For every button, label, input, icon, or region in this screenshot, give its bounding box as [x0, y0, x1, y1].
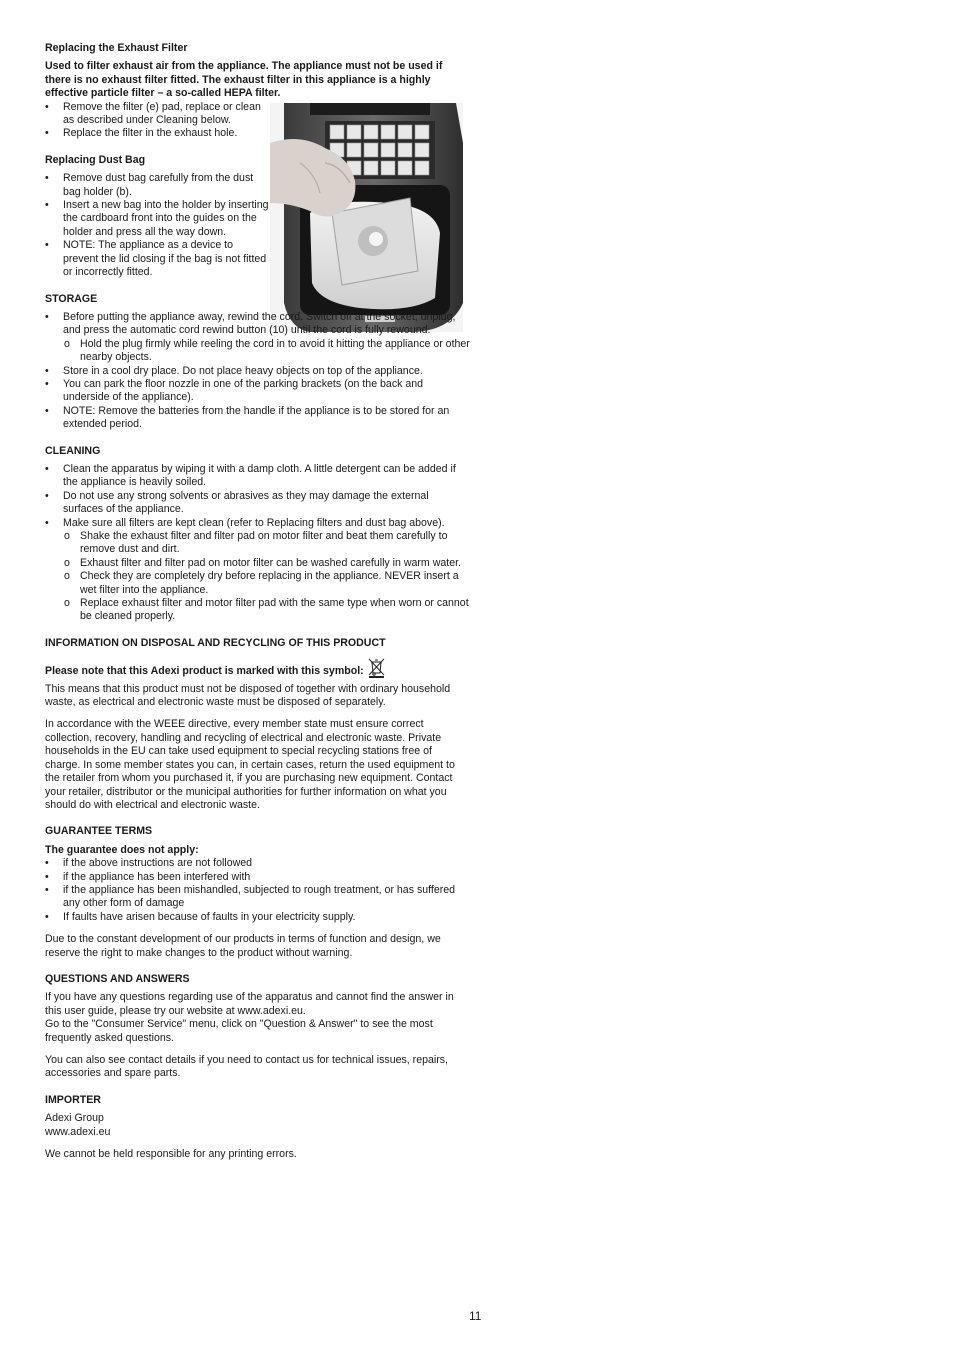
guarantee-intro: The guarantee does not apply:	[45, 843, 199, 856]
sub-list-item: o Exhaust filter and filter pad on motor filter can be washed carefully in warm water.	[45, 557, 470, 570]
sub-list-item: o Check they are completely dry before replacing in the appliance. NEVER insert a wet filter into the appliance.	[45, 570, 470, 597]
cleaning-heading: CLEANING	[45, 444, 101, 457]
list-item: • Before putting the appliance away, rewind the cord. Switch off at the socket, unplug, and press the automatic cord rewind button (10) until the cord is fully rewound. o Hold the plug firmly while reeling the cord in to avoid it hitting the appliance or other nearby objects.	[45, 311, 470, 365]
sub-list-item: o Replace exhaust filter and motor filter pad with the same type when worn or cannot be cleaned properly.	[45, 597, 470, 624]
printing-disclaimer: We cannot be held responsible for any printing errors.	[45, 1148, 297, 1161]
qa-paragraph-2: Go to the "Consumer Service" menu, click on "Question & Answer" to see the most frequently asked questions.	[45, 1018, 433, 1044]
disposal-note: Please note that this Adexi product is marked with this symbol:	[45, 658, 470, 682]
guarantee-list	[45, 857, 470, 924]
guarantee-paragraph: Due to the constant development of our products in terms of function and design, we reserve the right to make changes to the product without warning.	[45, 933, 441, 959]
importer-heading: IMPORTER	[45, 1093, 101, 1106]
list-item: • Clean the apparatus by wiping it with a damp cloth. A little detergent can be added if the appliance is heavily soiled.	[45, 463, 470, 490]
list-item: • Store in a cool dry place. Do not place heavy objects on top of the appliance.	[45, 365, 470, 378]
cleaning-list	[45, 463, 470, 624]
disposal-paragraph-2: In accordance with the WEEE directive, every member state must ensure correct collection, recovery, handling and recycling of electrical and electronic waste. Private households in the EU can take used equipment to special recycling stations free of charge. In some member states you can, in certain cases, return the used equipment to the retailer from whom you purchased it, if you are purchasing new equipment. Contact your retailer, distributor or the municipal authorities for further information on what you should do with electrical and electronic waste.	[45, 718, 455, 811]
list-item: • If faults have arisen because of faults in your electricity supply.	[45, 911, 470, 924]
list-item: • Make sure all filters are kept clean (refer to Replacing filters and dust bag above). o Shake the exhaust filter and filter pad on motor filter and beat them carefully to remove dust and dirt. o Exhaust filter and filter pad on motor filter can be washed carefully in warm water. o Check they are completely dry before replacing in the appliance. NEVER insert a wet filter into the appliance. o Replace exhaust filter and motor filter pad with the same type when worn or cannot be cleaned properly.	[45, 517, 470, 624]
list-item: • You can park the floor nozzle in one of the parking brackets (on the back and underside of the appliance).	[45, 378, 470, 405]
disposal-heading: INFORMATION ON DISPOSAL AND RECYCLING OF THIS PRODUCT	[45, 636, 386, 649]
list-item: • Remove the filter (e) pad, replace or clean as described under Cleaning below.	[45, 101, 270, 128]
list-item: • if the appliance has been mishandled, subjected to rough treatment, or has suffered any other form of damage	[45, 884, 470, 911]
disposal-paragraph-1: This means that this product must not be disposed of together with ordinary household waste, as electrical and electronic waste must be disposed of separately.	[45, 682, 451, 709]
qa-heading: QUESTIONS AND ANSWERS	[45, 972, 190, 985]
crossed-out-wheelie-bin-icon	[368, 658, 385, 682]
storage-sublist	[45, 338, 470, 365]
guarantee-heading: GUARANTEE TERMS	[45, 825, 153, 838]
list-item: • Do not use any strong solvents or abrasives as they may damage the external surfaces of the appliance.	[45, 490, 470, 517]
storage-heading: STORAGE	[45, 292, 98, 305]
dust-bag-list	[45, 172, 270, 279]
sub-list-item: o Hold the plug firmly while reeling the cord in to avoid it hitting the appliance or other nearby objects.	[45, 338, 470, 365]
list-item: • NOTE: The appliance as a device to prevent the lid closing if the bag is not fitted or incorrectly fitted.	[45, 239, 270, 279]
dust-bag-heading: Replacing Dust Bag	[45, 153, 146, 166]
exhaust-filter-intro: Used to filter exhaust air from the appliance. The appliance must not be used if there is no exhaust filter fitted. The exhaust filter in this appliance is a highly effective particle filter – a so-called HEPA filter.	[45, 60, 443, 100]
list-item: • Replace the filter in the exhaust hole.	[45, 127, 270, 140]
sub-list-item: o Shake the exhaust filter and filter pad on motor filter and beat them carefully to remove dust and dirt.	[45, 530, 470, 557]
importer-website: www.adexi.eu	[45, 1125, 111, 1138]
list-item: • if the appliance has been interfered with	[45, 871, 470, 884]
qa-paragraph-3: You can also see contact details if you need to contact us for technical issues, repairs, accessories and spare parts.	[45, 1054, 448, 1080]
list-item: • if the above instructions are not followed	[45, 857, 470, 870]
list-item: • Insert a new bag into the holder by inserting the cardboard front into the guides on the holder and press all the way down.	[45, 199, 270, 239]
qa-paragraph-1: If you have any questions regarding use of the apparatus and cannot find the answer in this user guide, please try our website at www.adexi.eu.	[45, 991, 454, 1017]
content-column	[45, 42, 470, 1161]
list-item: • Remove dust bag carefully from the dust bag holder (b).	[45, 172, 270, 199]
storage-list	[45, 311, 470, 432]
page-number: 11	[469, 1309, 482, 1323]
exhaust-filter-list	[45, 101, 270, 141]
importer-name: Adexi Group	[45, 1112, 104, 1125]
exhaust-filter-heading: Replacing the Exhaust Filter	[45, 42, 188, 54]
cleaning-sublist	[45, 530, 470, 624]
list-item: • NOTE: Remove the batteries from the handle if the appliance is to be stored for an extended period.	[45, 405, 470, 432]
